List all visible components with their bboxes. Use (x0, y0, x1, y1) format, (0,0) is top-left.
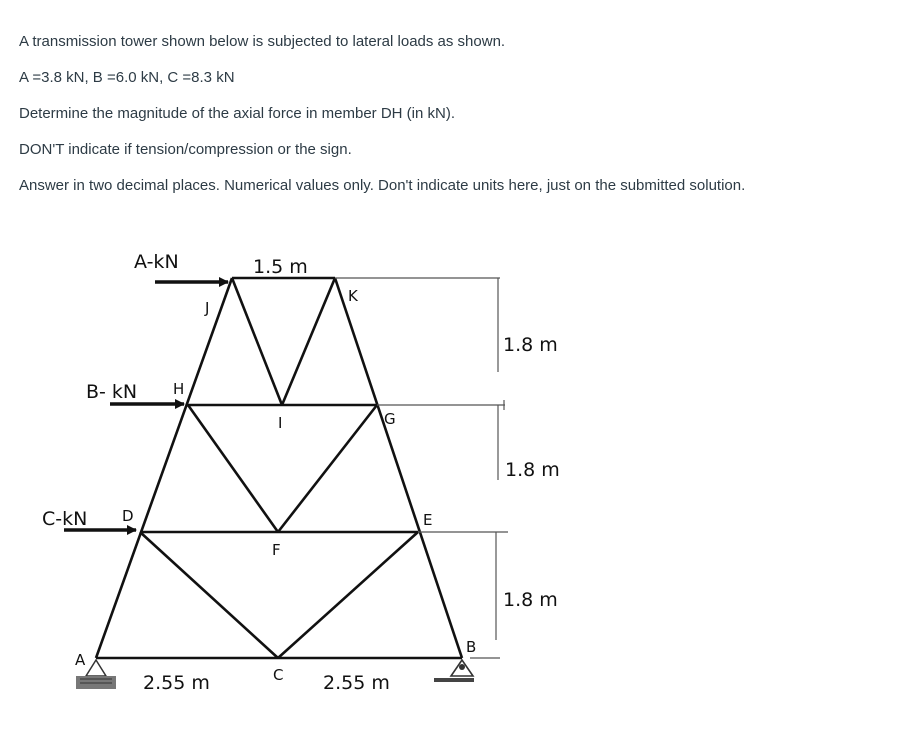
member-ec (278, 532, 418, 658)
dimension-top-width: 1.5 m (253, 256, 308, 278)
support-b (434, 660, 474, 680)
node-label-g: G (384, 410, 396, 428)
truss-members (96, 278, 462, 658)
member-ji (232, 278, 282, 405)
dimension-panel-height-3: 1.8 m (503, 589, 558, 611)
node-label-b: B (466, 638, 477, 656)
question-instructions: Answer in two decimal places. Numerical values only. Don't indicate units here, just on the submitted solution. (19, 177, 746, 194)
dimension-panel-height-2: 1.8 m (505, 459, 560, 481)
load-label-c: C-kN (42, 508, 88, 530)
load-label-b: B- kN (86, 381, 138, 403)
node-label-k: K (348, 287, 358, 305)
question-task: Determine the magnitude of the axial force in member DH (in kN). (19, 105, 456, 122)
member-hf (188, 405, 278, 532)
node-label-h: H (173, 380, 185, 398)
dimension-lines (335, 278, 508, 658)
node-label-f: F (272, 541, 281, 559)
node-label-d: D (122, 507, 134, 525)
question-loads: A =3.8 kN, B =6.0 kN, C =8.3 kN (19, 69, 235, 86)
node-label-a: A (75, 651, 86, 669)
member-left-leg (96, 278, 232, 658)
member-gf (278, 405, 377, 532)
dimension-bottom-right: 2.55 m (323, 672, 390, 694)
dimension-panel-height-1: 1.8 m (503, 334, 558, 356)
load-label-a: A-kN (134, 251, 179, 273)
dimension-bottom-left: 2.55 m (143, 672, 210, 694)
question-intro: A transmission tower shown below is subjected to lateral loads as shown. (19, 33, 506, 50)
member-ki (282, 278, 335, 405)
node-label-j: J (205, 299, 210, 317)
node-label-i: I (278, 414, 283, 432)
question-note: DON'T indicate if tension/compression or the sign. (19, 141, 352, 158)
node-label-e: E (423, 511, 433, 529)
member-right-leg (335, 278, 462, 658)
member-dc (140, 532, 278, 658)
node-label-c: C (273, 666, 284, 684)
